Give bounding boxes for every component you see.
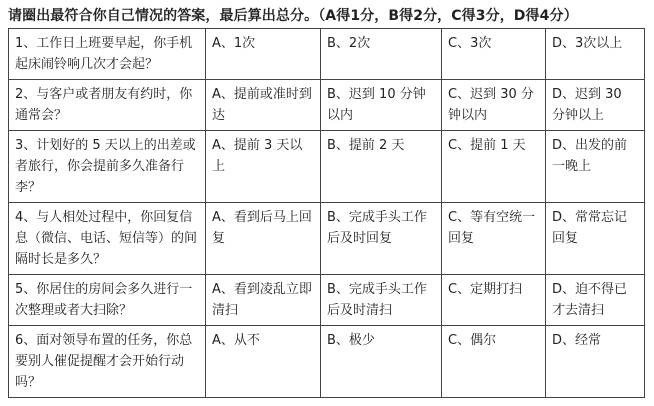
option-d-cell[interactable]: D、迫不得已才去清扫: [546, 275, 645, 326]
quiz-table: [8, 28, 645, 398]
option-c-cell[interactable]: C、提前 1 天: [442, 131, 546, 203]
instruction-text: 请圈出最符合你自己情况的答案，最后算出总分。（A得1分，B得2分，C得3分，D得4分）: [8, 8, 578, 24]
option-a-cell[interactable]: A、提前或准时到达: [206, 80, 321, 131]
question-cell: 5、你居住的房间会多久进行一次整理或者大扫除？: [9, 275, 206, 326]
table-row: [9, 203, 645, 275]
option-b-cell[interactable]: B、2次: [321, 29, 442, 80]
table-row: [9, 80, 645, 131]
option-b-cell[interactable]: B、完成手头工作后及时清扫: [321, 275, 442, 326]
table-row: [9, 131, 645, 203]
option-c-cell[interactable]: C、偶尔: [442, 326, 546, 398]
table-row: [9, 326, 645, 398]
option-a-cell[interactable]: A、看到凌乱立即清扫: [206, 275, 321, 326]
question-cell: 3、计划好的 5 天以上的出差或者旅行，你会提前多久准备行李？: [9, 131, 206, 203]
option-c-cell[interactable]: C、迟到 30 分钟以内: [442, 80, 546, 131]
question-cell: 6、面对领导布置的任务，你总要别人催促提醒才会开始行动吗？: [9, 326, 206, 398]
option-b-cell[interactable]: B、提前 2 天: [321, 131, 442, 203]
option-b-cell[interactable]: B、完成手头工作后及时回复: [321, 203, 442, 275]
option-c-cell[interactable]: C、定期打扫: [442, 275, 546, 326]
table-row: [9, 275, 645, 326]
option-a-cell[interactable]: A、提前 3 天以上: [206, 131, 321, 203]
option-a-cell[interactable]: A、1次: [206, 29, 321, 80]
option-d-cell[interactable]: D、迟到 30 分钟以上: [546, 80, 645, 131]
option-d-cell[interactable]: D、出发的前一晚上: [546, 131, 645, 203]
table-row: [9, 29, 645, 80]
option-c-cell[interactable]: C、等有空统一回复: [442, 203, 546, 275]
option-d-cell[interactable]: D、3次以上: [546, 29, 645, 80]
option-b-cell[interactable]: B、极少: [321, 326, 442, 398]
question-cell: 1、工作日上班要早起，你手机起床闹铃响几次才会起？: [9, 29, 206, 80]
option-d-cell[interactable]: D、常常忘记回复: [546, 203, 645, 275]
option-a-cell[interactable]: A、看到后马上回复: [206, 203, 321, 275]
question-cell: 2、与客户或者朋友有约时，你通常会？: [9, 80, 206, 131]
option-c-cell[interactable]: C、3次: [442, 29, 546, 80]
question-cell: 4、与人相处过程中，你回复信息（微信、电话、短信等）的间隔时长是多久？: [9, 203, 206, 275]
option-d-cell[interactable]: D、经常: [546, 326, 645, 398]
option-b-cell[interactable]: B、迟到 10 分钟以内: [321, 80, 442, 131]
option-a-cell[interactable]: A、从不: [206, 326, 321, 398]
